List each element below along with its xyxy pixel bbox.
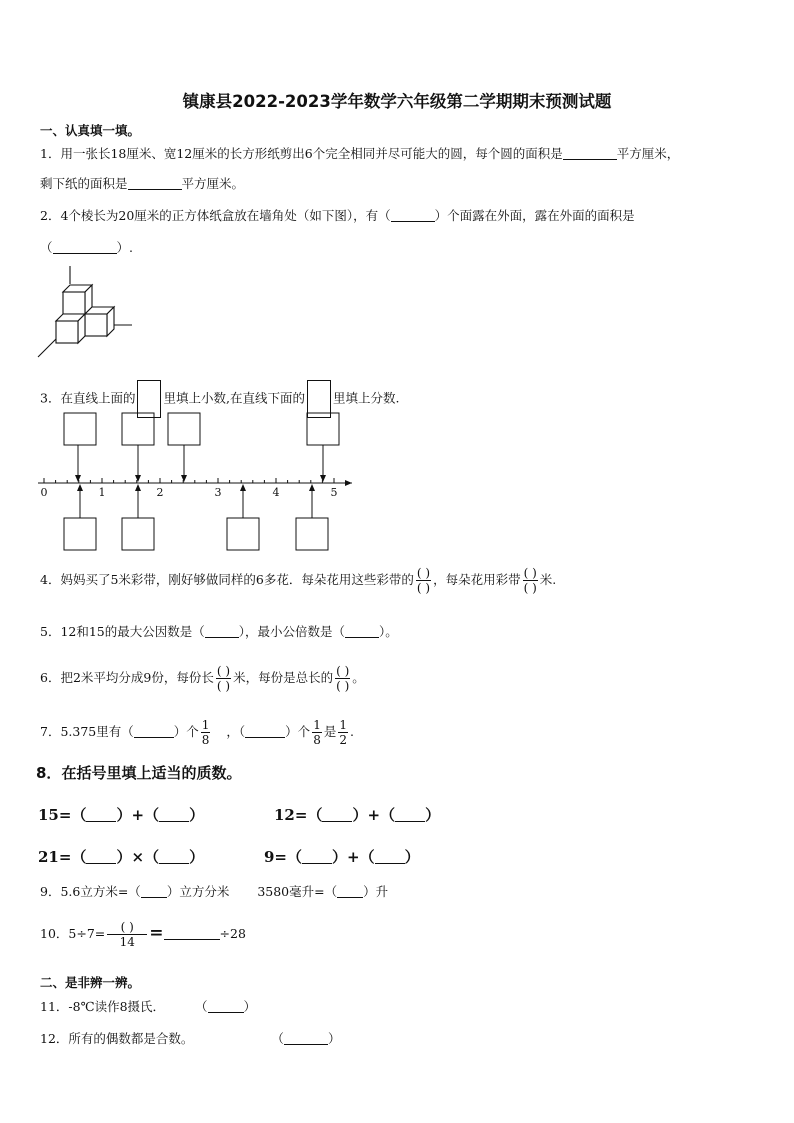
question-3-text: 3．在直线上面的 里填上小数,在直线下面的 里填上分数. xyxy=(40,380,399,418)
question-4-text: 4．妈妈买了5米彩带，刚好够做同样的6多花．每朵花用这些彩带的 $\frac{( )}{( )}$ ，每朵花用彩带 $\frac{( )}{( )}$ 米. xyxy=(40,566,557,595)
answer-blank[interactable] xyxy=(208,999,244,1013)
question-1-line-2: 剩下纸的面积是 平方厘米。 xyxy=(40,176,245,191)
section-2-heading: 二、是非辨一辨。 xyxy=(40,975,141,990)
answer-box-bottom-3[interactable] xyxy=(227,518,259,550)
question-2-line-1: 2．4个棱长为20厘米的正方体纸盒放在墙角处（如下图），有（ ）个面露在外面，露在外面的面积是 xyxy=(40,208,635,223)
answer-blank[interactable] xyxy=(284,1031,328,1045)
fraction-one-half: $\frac{1}{2}$ xyxy=(339,718,347,747)
svg-text:5: 5 xyxy=(330,486,338,499)
answer-blank[interactable] xyxy=(164,926,220,940)
answer-box-top-4[interactable] xyxy=(307,413,339,445)
answer-box-top-3[interactable] xyxy=(168,413,200,445)
question-1-line-1: 1．用一张长18厘米、宽12厘米的长方形纸剪出6个完全相同并尽可能大的圆，每个圆的面积是 平方厘米， xyxy=(40,146,680,161)
answer-blank[interactable] xyxy=(205,624,239,638)
answer-box-bottom-2[interactable] xyxy=(122,518,154,550)
answer-blank[interactable] xyxy=(245,724,285,738)
question-8-heading: 8．在括号里填上适当的质数。 xyxy=(36,764,242,782)
axis-arrow-icon xyxy=(345,480,352,486)
fraction-blank[interactable]: $\frac{( )}{( )}$ xyxy=(523,566,537,595)
question-6-text: 6．把2米平均分成9份，每份长 $\frac{( )}{( )}$ 米，每份是总长的 $\frac{( )}{( )}$ 。 xyxy=(40,664,365,693)
number-line-figure xyxy=(34,410,364,555)
question-8-row-1-left: 15=（ ）+（ ） xyxy=(38,806,205,824)
answer-blank[interactable] xyxy=(141,884,167,898)
question-8-row-2-right: 9=（ ）+（ ） xyxy=(264,848,420,866)
answer-blank[interactable] xyxy=(128,176,182,190)
fraction-blank[interactable]: $\frac{( )}{14}$ xyxy=(107,920,147,949)
answer-blank[interactable] xyxy=(391,208,435,222)
question-5-text: 5．12和15的最大公因数是（ ），最小公倍数是（ ）。 xyxy=(40,624,398,639)
question-9-text: 9．5.6立方米=（ ）立方分米 3580毫升=（ ）升 xyxy=(40,884,389,899)
page-title: 镇康县2022-2023学年数学六年级第二学期期末预测试题 xyxy=(182,92,612,111)
svg-text:0: 0 xyxy=(40,486,48,499)
question-7-text: 7．5.375里有（ ）个 $\frac{1}{8}$ ，（ ）个 $\frac{1}{8}$ 是 $\frac{1}{2}$ . xyxy=(40,718,354,747)
section-1-heading: 一、认真填一填。 xyxy=(40,123,141,138)
question-10-text: 10．5÷7= $\frac{( )}{14}$ = ÷28 xyxy=(40,920,246,949)
answer-box-top-2[interactable] xyxy=(122,413,154,445)
svg-text:4: 4 xyxy=(272,486,280,499)
question-11-text: 11．-8℃读作8摄氏． （ ） xyxy=(40,999,257,1014)
answer-blank[interactable] xyxy=(53,240,117,254)
question-8-row-1-right: 12=（ ）+（ ） xyxy=(274,806,441,824)
answer-blank[interactable] xyxy=(134,724,174,738)
question-12-text: 12．所有的偶数都是合数。 （ ） xyxy=(40,1031,341,1046)
corner-cubes-figure xyxy=(36,266,136,360)
question-2-line-2: （ ）. xyxy=(40,240,133,255)
fraction-one-eighth: $\frac{1}{8}$ xyxy=(313,718,321,747)
answer-box-bottom-4[interactable] xyxy=(296,518,328,550)
svg-text:1: 1 xyxy=(98,486,106,499)
answer-blank[interactable] xyxy=(337,884,363,898)
question-8-row-2-left: 21=（ ）×（ ） xyxy=(38,848,205,866)
answer-blank[interactable] xyxy=(563,146,617,160)
fraction-blank[interactable]: $\frac{( )}{( )}$ xyxy=(416,566,431,595)
answer-blank[interactable] xyxy=(345,624,379,638)
svg-text:3: 3 xyxy=(214,486,222,499)
fraction-blank[interactable]: $\frac{( )}{( )}$ xyxy=(336,664,350,693)
fraction-blank[interactable]: $\frac{( )}{( )}$ xyxy=(216,664,231,693)
svg-text:2: 2 xyxy=(156,486,164,499)
answer-box-top-1[interactable] xyxy=(64,413,96,445)
fraction-one-eighth: $\frac{1}{8}$ xyxy=(201,718,210,747)
answer-box-bottom-1[interactable] xyxy=(64,518,96,550)
